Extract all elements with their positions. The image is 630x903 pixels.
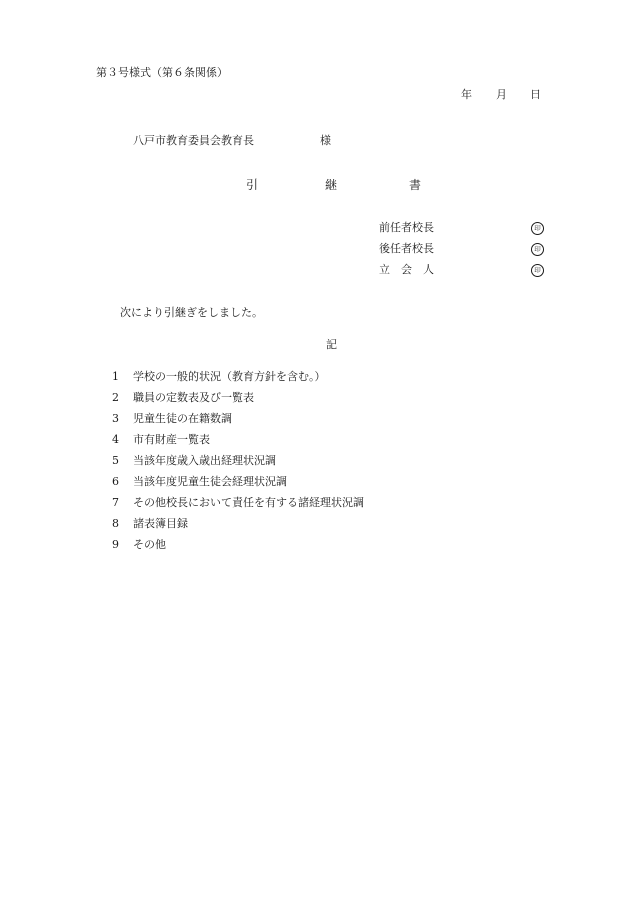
signatory-successor-principal: 後任者校長 — [379, 242, 434, 255]
list-item-number: 1 — [112, 370, 119, 383]
record-heading: 記 — [326, 338, 337, 351]
list-item-number: 3 — [112, 412, 119, 425]
statement-text: 次により引継ぎをしました。 — [120, 306, 263, 319]
date-day-label: 日 — [530, 88, 541, 101]
signatory-predecessor-principal: 前任者校長 — [379, 221, 434, 234]
document-title-char-2: 継 — [325, 178, 338, 192]
seal-icon: 印 — [531, 264, 544, 277]
form-number: 第３号様式（第６条関係） — [96, 66, 228, 79]
list-item: 職員の定数表及び一覧表 — [133, 391, 254, 404]
list-item-number: 7 — [112, 496, 119, 509]
list-item: 当該年度児童生徒会経理状況調 — [133, 475, 287, 488]
document-title-char-3: 書 — [409, 178, 422, 192]
date-month-label: 月 — [496, 88, 507, 101]
list-item: その他 — [133, 538, 166, 551]
list-item: その他校長において責任を有する諸経理状況調 — [133, 496, 364, 509]
list-item: 児童生徒の在籍数調 — [133, 412, 232, 425]
list-item-number: 9 — [112, 538, 119, 551]
list-item-number: 2 — [112, 391, 119, 404]
list-item: 市有財産一覧表 — [133, 433, 210, 446]
list-item-number: 6 — [112, 475, 119, 488]
seal-icon: 印 — [531, 222, 544, 235]
list-item-number: 5 — [112, 454, 119, 467]
list-item-number: 8 — [112, 517, 119, 530]
list-item: 学校の一般的状況（教育方針を含む。） — [133, 370, 326, 383]
list-item: 当該年度歳入歳出経理状況調 — [133, 454, 276, 467]
signatory-witness: 立 会 人 — [379, 263, 434, 276]
document-title-char-1: 引 — [246, 178, 259, 192]
list-item: 諸表簿目録 — [133, 517, 188, 530]
addressee-honorific: 様 — [320, 134, 331, 147]
addressee-name: 八戸市教育委員会教育長 — [133, 134, 254, 147]
seal-icon: 印 — [531, 243, 544, 256]
date-year-label: 年 — [461, 88, 472, 101]
list-item-number: 4 — [112, 433, 119, 446]
